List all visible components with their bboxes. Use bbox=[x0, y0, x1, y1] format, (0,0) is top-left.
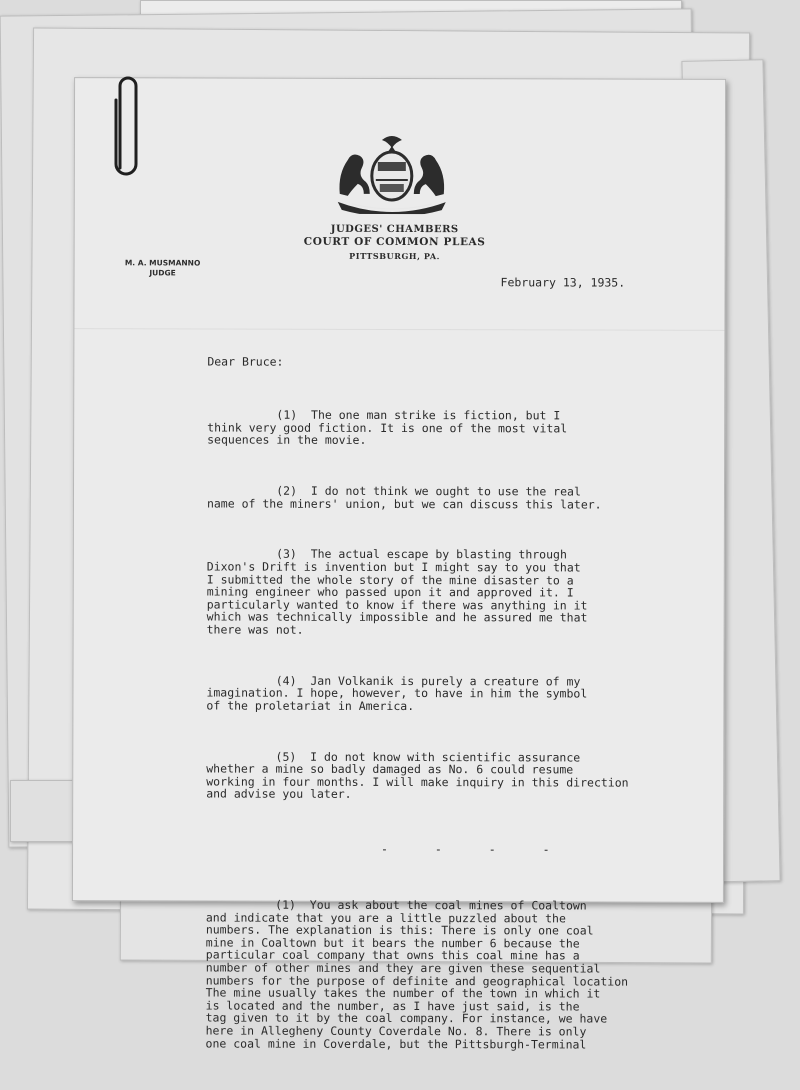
letter-date: February 13, 1935. bbox=[500, 275, 626, 290]
paragraph: (3) The actual escape by blasting through Dixon's Drift is invention but I might say to you that I submitted the whole story of the mine disaster to a mining engineer who passed upon it and approved it. I particularly wanted to know if there was anything in it which was technically impossible and he assured me that there was not. bbox=[206, 546, 588, 637]
judge-name: M. A. MUSMANNO bbox=[124, 258, 201, 268]
paragraph: (4) Jan Volkanik is purely a creature of my imagination. I hope, however, to have in him the symbol of the proletariat in America. bbox=[206, 673, 588, 713]
paperclip-icon bbox=[112, 72, 142, 176]
letter-page bbox=[72, 77, 726, 1051]
greeting: Dear Bruce: bbox=[207, 354, 284, 369]
paragraph: (1) The one man strike is fiction, but I think very good fiction. It is one of the most vital sequences in the movie. bbox=[207, 407, 568, 448]
paragraph: (5) I do not know with scientific assurance whether a mine so badly damaged as No. 6 could resume working in four months. I will make inquiry in this direction and advise you later. bbox=[206, 749, 629, 802]
letter-body bbox=[205, 330, 677, 1089]
letterhead-chambers: JUDGES' CHAMBERS bbox=[330, 223, 459, 236]
pennsylvania-seal-icon bbox=[330, 134, 454, 214]
paragraph: (1) You ask about the coal mines of Coaltown and indicate that you are a little puzzled about the numbers. The explanation is this: There is only one coal mine in Coaltown but it bears the number 6 because the particular coal company that owns this coal mine has a number of other mines and they are given these sequential numbers for the purpose of definite and geographical location The mine usually takes the number of the town in which it is located and the number, as I have just said, is the tag given to it by the coal company. For instance, we have here in Allegheny County Coverdale No. 8. There is only one coal mine in Coverdale, but the Pittsburgh-Terminal bbox=[205, 897, 629, 1051]
judge-title: JUDGE bbox=[149, 268, 176, 278]
judge-block bbox=[107, 258, 219, 278]
paragraph: (2) I do not think we ought to use the real name of the miners' union, but we can discuss this later. bbox=[206, 483, 602, 512]
letterhead-city: PITTSBURGH, PA. bbox=[349, 250, 441, 262]
letterhead-court: COURT OF COMMON PLEAS bbox=[303, 235, 486, 249]
section-separator: - - - - bbox=[381, 842, 570, 857]
